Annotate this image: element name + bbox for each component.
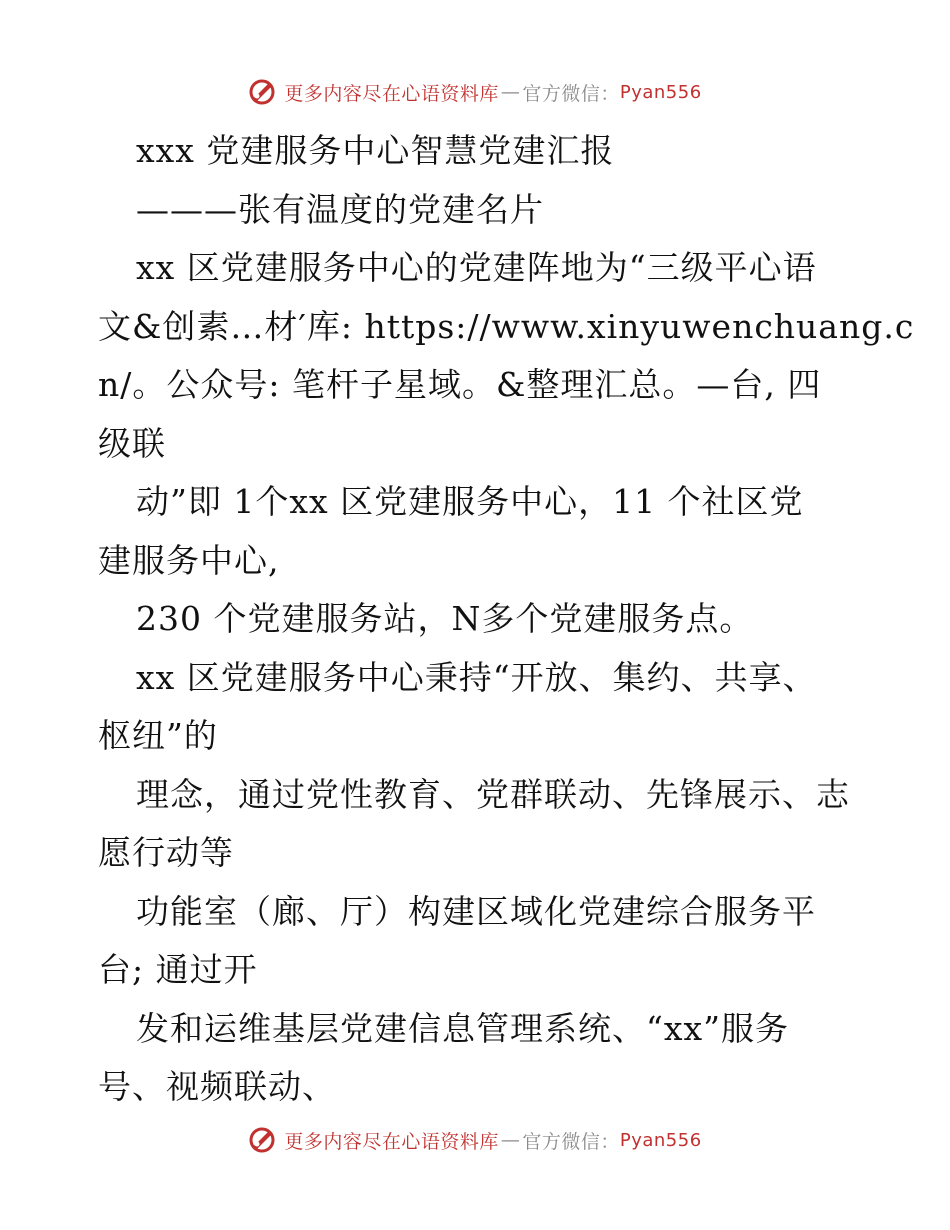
- paragraph-line: 文&创素…材′库: https://www.xinyuwenchuang.c: [98, 306, 915, 346]
- paragraph-line: n/。公众号: 笔杆子星域。&整理汇总。—台, 四: [98, 365, 822, 404]
- paragraph-line: 理念，通过党性教育、党群联动、先锋展示、志: [136, 774, 850, 814]
- document-title: xxx 党建服务中心智慧党建汇报: [136, 131, 615, 170]
- paragraph-line: 动”即 1个xx 区党建服务中心，11 个社区党: [136, 482, 804, 521]
- paragraph-line: 230 个党建服务站，N多个党建服务点。: [136, 599, 754, 638]
- paragraph-line: 级联: [98, 423, 166, 463]
- document-subtitle: ———张有温度的党建名片: [136, 189, 544, 229]
- document-body: [98, 122, 915, 1117]
- paragraph-line: xx 区党建服务中心的党建阵地为“三级平心语: [136, 248, 817, 287]
- watermark-footer: [0, 1120, 950, 1160]
- paragraph-line: 功能室（廊、厅）构建区域化党建综合服务平: [136, 891, 816, 931]
- watermark-wechat-id: Pyan556: [619, 1129, 702, 1151]
- watermark-dash: —: [500, 1129, 521, 1151]
- paragraph-line: 号、视频联动、: [98, 1067, 336, 1106]
- paragraph-line: 枢纽”的: [98, 716, 218, 755]
- paragraph-line: 发和运维基层党建信息管理系统、“xx”服务: [136, 1008, 789, 1048]
- paragraph-line: xx 区党建服务中心秉持“开放、集约、共享、: [136, 657, 817, 697]
- paragraph-line: 台; 通过开: [98, 950, 258, 989]
- brush-logo-icon: [248, 1126, 276, 1154]
- paragraph-line: 建服务中心,: [98, 540, 280, 580]
- paragraph-line: 愿行动等: [98, 833, 234, 872]
- watermark-wechat-label: 官方微信：: [522, 1130, 620, 1153]
- watermark-text: 更多内容尽在心语资料库: [284, 1130, 499, 1153]
- watermark-wechat-id: Pyan556: [619, 81, 702, 103]
- watermark-wechat-label: 官方微信：: [522, 82, 620, 105]
- brush-logo-icon: [248, 78, 276, 106]
- watermark-header: [0, 72, 950, 112]
- watermark-dash: —: [500, 81, 521, 103]
- watermark-text: 更多内容尽在心语资料库: [284, 82, 499, 105]
